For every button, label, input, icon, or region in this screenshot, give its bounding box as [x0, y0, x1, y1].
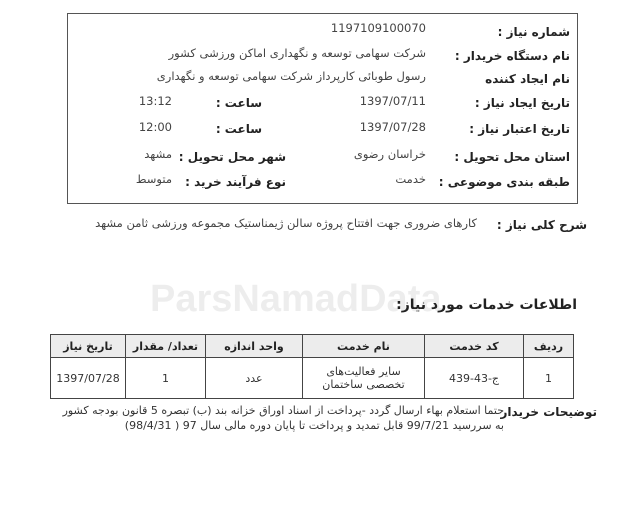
cell-service-name: سایر فعالیت‌های تخصصی ساختمان: [303, 358, 425, 399]
buyer-org-value: شرکت سهامی توسعه و نگهداری اماکن ورزشی کشور: [168, 46, 426, 60]
cell-row-number: 1: [524, 358, 574, 399]
table-row: [51, 358, 574, 399]
services-title: اطلاعات خدمات مورد نیاز:: [396, 297, 577, 313]
buyer-notes-line2: به سررسید 99/7/21 قابل تمدید و پرداخت تا پایان دوره مالی سال 97 ( 98/4/31): [124, 419, 504, 432]
province-label: استان محل تحویل :: [454, 150, 570, 164]
need-number-value: 1197109100070: [330, 21, 426, 35]
col-row-number: ردیف: [524, 335, 574, 358]
city-value: مشهد: [144, 147, 172, 161]
creator-label: نام ایجاد کننده: [485, 72, 570, 86]
services-header-row: [51, 335, 574, 358]
buyer-notes-label: توضیحات خریدار: [500, 405, 597, 419]
watermark: ParsNamadData: [150, 278, 442, 320]
cell-need-date: 1397/07/28: [51, 358, 126, 399]
col-service-code: کد خدمت: [425, 335, 524, 358]
validity-time-value: 12:00: [138, 120, 172, 134]
col-unit: واحد اندازه: [206, 335, 303, 358]
col-service-name: نام خدمت: [303, 335, 425, 358]
col-need-date: تاریخ نیاز: [51, 335, 126, 358]
process-value: متوسط: [135, 172, 172, 186]
buyer-org-label: نام دستگاه خریدار :: [454, 49, 570, 63]
need-number-label: شماره نیاز :: [497, 25, 570, 39]
province-value: خراسان رضوی: [353, 147, 426, 161]
col-quantity: تعداد/ مقدار: [126, 335, 206, 358]
buyer-notes-line1: حتما استعلام بهاء ارسال گردد -پرداخت از اسناد اوراق خزانه بند (ب) تبصره 5 قانون بودجه کشور: [62, 404, 504, 417]
process-label: نوع فرآیند خرید :: [185, 175, 286, 189]
summary-text: کارهای ضروری جهت افتتاح پروژه سالن ژیمناستیک مجموعه ورزشی ثامن مشهد: [95, 216, 477, 230]
validity-time-label: ساعت :: [215, 122, 262, 136]
cell-service-code: ج-43-439: [425, 358, 524, 399]
category-label: طبقه بندی موضوعی :: [438, 175, 570, 189]
create-time-value: 13:12: [138, 94, 172, 108]
summary-label: شرح کلی نیاز :: [496, 218, 587, 232]
create-date-label: تاریخ ایجاد نیاز :: [474, 96, 570, 110]
category-value: خدمت: [395, 172, 426, 186]
creator-value: رسول طوبائی کارپرداز شرکت سهامی توسعه و نگهداری: [156, 69, 426, 83]
create-date-value: 1397/07/11: [359, 94, 426, 108]
services-table: [50, 334, 574, 399]
cell-unit: عدد: [206, 358, 303, 399]
city-label: شهر محل تحویل :: [178, 150, 286, 164]
create-time-label: ساعت :: [215, 96, 262, 110]
validity-date-value: 1397/07/28: [359, 120, 426, 134]
cell-quantity: 1: [126, 358, 206, 399]
validity-date-label: تاریخ اعتبار نیاز :: [469, 122, 570, 136]
